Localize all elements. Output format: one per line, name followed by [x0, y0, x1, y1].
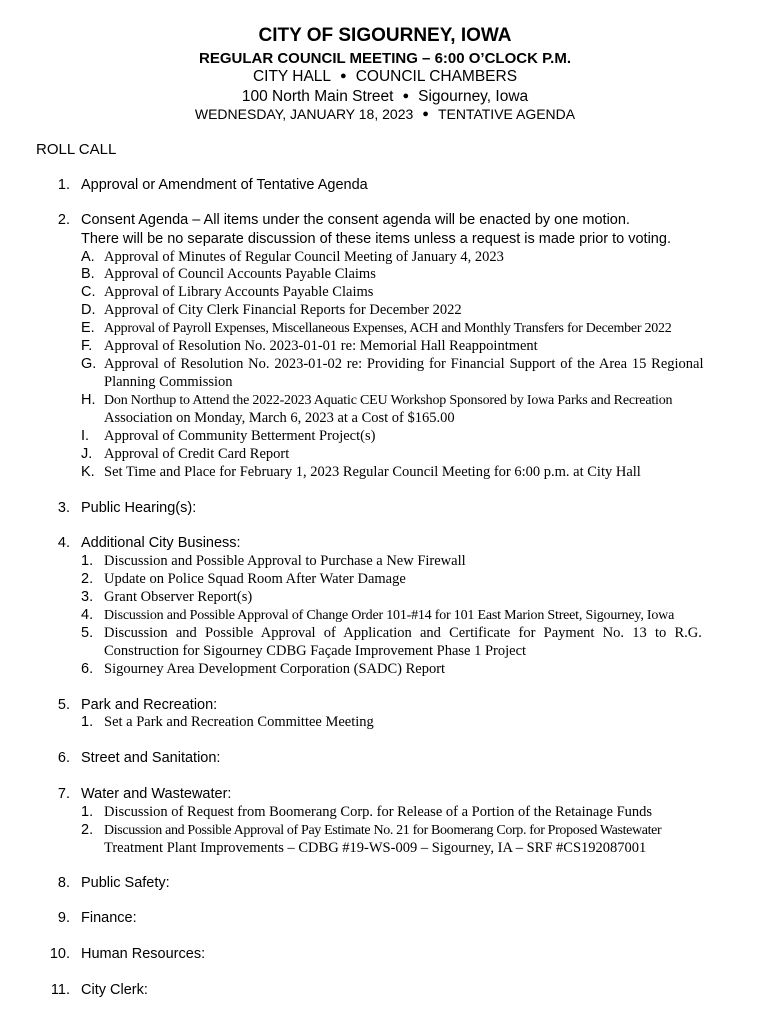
- item-number: 3.: [57, 500, 70, 516]
- item-number: 11.: [50, 982, 70, 998]
- date-line: [0, 106, 770, 122]
- subitem-text: Approval of Minutes of Regular Council Meeting of January 4, 2023: [104, 249, 504, 265]
- subitem-mark: A.: [81, 249, 95, 265]
- item-number: 2.: [57, 212, 70, 228]
- subitem-text: Discussion of Request from Boomerang Corp. for Release of a Portion of the Retainage Funds: [104, 804, 653, 820]
- subitem-text: Grant Observer Report(s): [104, 589, 253, 605]
- subitem-text: Approval of Council Accounts Payable Claims: [104, 266, 376, 282]
- subitem-mark: I.: [81, 428, 90, 444]
- subitem-text: Set Time and Place for February 1, 2023 Regular Council Meeting for 6:00 p.m. at City Hall: [104, 464, 641, 480]
- item-number: 1.: [57, 177, 70, 193]
- subitem-mark: E.: [81, 320, 95, 336]
- venue-building: CITY HALL: [252, 68, 332, 85]
- item-number: 6.: [57, 750, 70, 766]
- address-line: [0, 88, 770, 106]
- subitem-mark: 1.: [81, 714, 94, 730]
- address-city: Sigourney, Iowa: [418, 88, 529, 105]
- subitem-text: Update on Police Squad Room After Water Damage: [104, 571, 406, 587]
- item-title: Finance:: [81, 910, 137, 926]
- item-title: Street and Sanitation:: [81, 750, 221, 766]
- subitem-text: Discussion and Possible Approval of Pay Estimate No. 21 for Boomerang Corp. for Proposed Wastewater: [104, 823, 662, 838]
- address-street: 100 North Main Street: [241, 88, 394, 105]
- subitem-mark: 5.: [81, 625, 94, 641]
- subitem-mark: 2.: [81, 822, 94, 838]
- bullet-icon: ●: [340, 69, 347, 82]
- subitem-text: Discussion and Possible Approval of Application and Certificate for Payment No. 13 to R.G.: [104, 625, 702, 641]
- roll-call-heading: ROLL CALL: [36, 141, 117, 158]
- subitem-text-continued: Planning Commission: [104, 374, 233, 390]
- meeting-title: REGULAR COUNCIL MEETING – 6:00 O’CLOCK P.M.: [199, 50, 571, 67]
- subitem-text: Approval of City Clerk Financial Reports for December 2022: [104, 302, 462, 318]
- subitem-text: Approval of Payroll Expenses, Miscellaneous Expenses, ACH and Monthly Transfers for December 2022: [104, 321, 672, 336]
- subitem-mark: D.: [81, 302, 96, 318]
- subitem-text: Approval of Library Accounts Payable Claims: [104, 284, 374, 300]
- subitem-text: Approval of Resolution No. 2023-01-01 re: Memorial Hall Reappointment: [104, 338, 538, 354]
- item-number: 9.: [57, 910, 70, 926]
- bullet-icon: ●: [402, 89, 410, 102]
- subitem-mark: 6.: [81, 661, 94, 677]
- subitem-mark: 1.: [81, 553, 94, 569]
- subitem-text-continued: Construction for Sigourney CDBG Façade Improvement Phase 1 Project: [104, 643, 527, 659]
- subitem-mark: B.: [81, 266, 95, 282]
- item-title: Consent Agenda – All items under the consent agenda will be enacted by one motion.: [81, 212, 630, 228]
- subitem-text: Approval of Resolution No. 2023-01-02 re: Providing for Financial Support of the Area 15 Regional: [104, 356, 704, 372]
- subitem-text-continued: Association on Monday, March 6, 2023 at a Cost of $165.00: [104, 410, 455, 426]
- item-title: City Clerk:: [81, 982, 148, 998]
- item-number: 4.: [57, 535, 70, 551]
- item-title: Approval or Amendment of Tentative Agenda: [81, 177, 368, 193]
- city-title: CITY OF SIGOURNEY, IOWA: [258, 25, 512, 46]
- venue-room: COUNCIL CHAMBERS: [355, 68, 518, 85]
- subitem-mark: F.: [81, 338, 93, 354]
- item-number: 7.: [57, 786, 70, 802]
- subitem-mark: J.: [81, 446, 93, 462]
- subitem-mark: 3.: [81, 589, 94, 605]
- venue-line: [0, 68, 770, 86]
- subitem-text: Discussion and Possible Approval of Change Order 101-#14 for 101 East Marion Street, Sigourney, Iowa: [104, 608, 675, 623]
- item-title: Public Hearing(s):: [81, 500, 197, 516]
- bullet-icon: ●: [422, 108, 429, 121]
- subitem-mark: G.: [81, 356, 97, 372]
- subitem-text: Set a Park and Recreation Committee Meeting: [104, 714, 374, 730]
- subitem-mark: K.: [81, 464, 95, 480]
- item-number: 10.: [49, 946, 70, 962]
- agenda-type: TENTATIVE AGENDA: [437, 106, 576, 122]
- meeting-date: WEDNESDAY, JANUARY 18, 2023: [194, 106, 414, 122]
- subitem-mark: C.: [81, 284, 96, 300]
- subitem-mark: 1.: [81, 804, 94, 820]
- subitem-text: Discussion and Possible Approval to Purchase a New Firewall: [104, 553, 466, 569]
- item-title: Park and Recreation:: [81, 697, 218, 713]
- item-title: Human Resources:: [81, 946, 206, 962]
- item-number: 5.: [57, 697, 70, 713]
- subitem-mark: H.: [81, 392, 96, 408]
- subitem-text: Approval of Credit Card Report: [104, 446, 290, 462]
- subitem-text-continued: Treatment Plant Improvements – CDBG #19-WS-009 – Sigourney, IA – SRF #CS192087001: [104, 840, 647, 856]
- subitem-text: Don Northup to Attend the 2022-2023 Aquatic CEU Workshop Sponsored by Iowa Parks and Recreation: [104, 393, 673, 408]
- item-number: 8.: [57, 875, 70, 891]
- item-title: Public Safety:: [81, 875, 170, 891]
- subitem-mark: 2.: [81, 571, 94, 587]
- item-title: Additional City Business:: [81, 535, 241, 551]
- item-title: Water and Wastewater:: [81, 786, 232, 802]
- item-title-continued: There will be no separate discussion of these items unless a request is made prior to voting.: [81, 231, 671, 247]
- subitem-text: Sigourney Area Development Corporation (SADC) Report: [104, 661, 446, 677]
- subitem-mark: 4.: [81, 607, 94, 623]
- subitem-text: Approval of Community Betterment Project(s): [104, 428, 376, 444]
